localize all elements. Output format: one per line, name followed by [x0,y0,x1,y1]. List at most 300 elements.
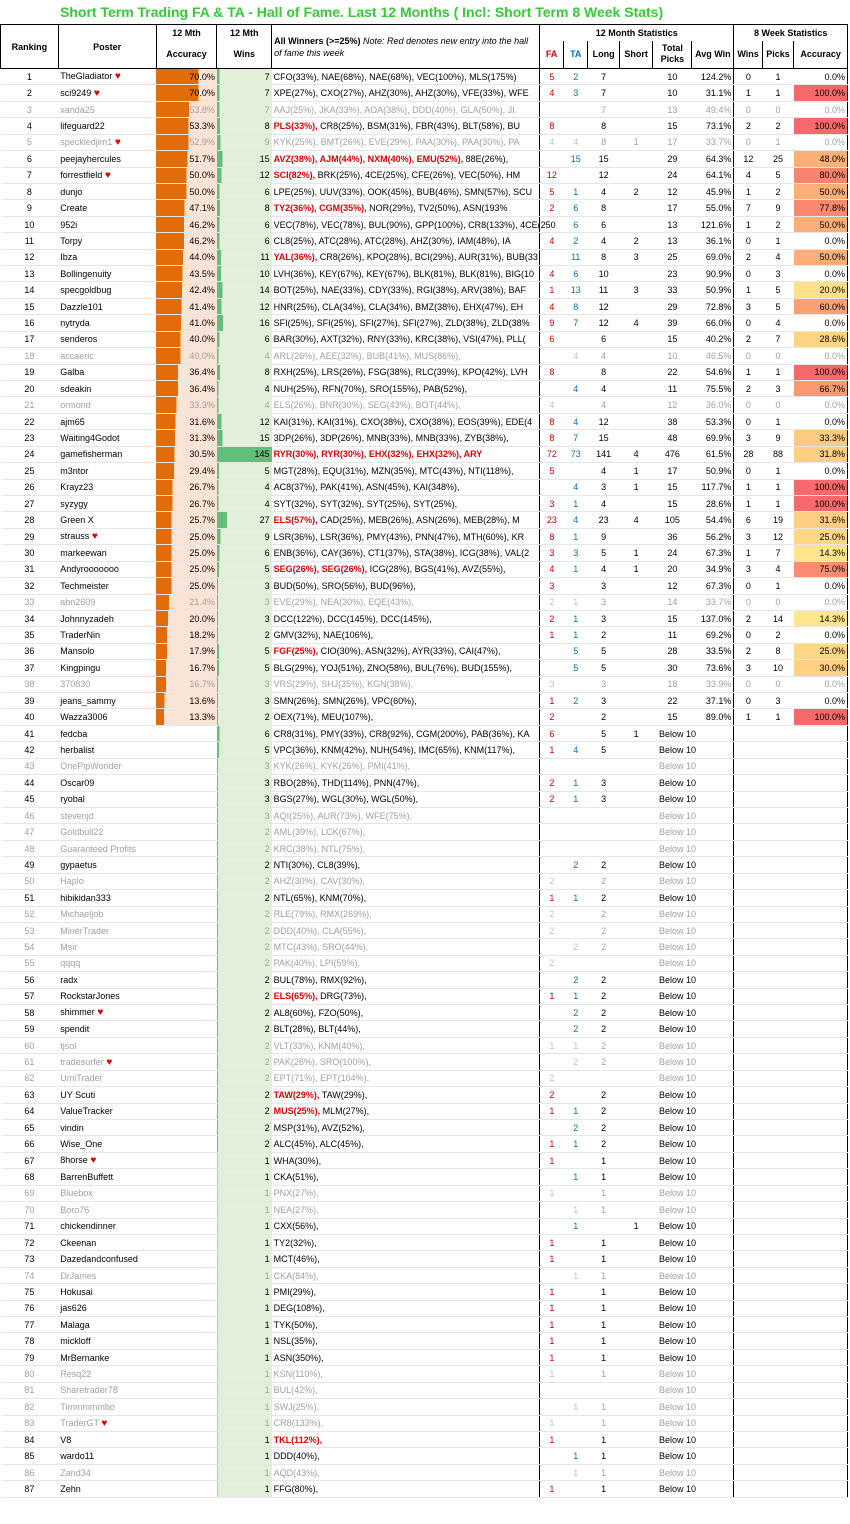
p8-cell: 4 [762,315,794,331]
total-picks-cell: 24 [653,545,692,561]
long-cell: 4 [588,233,620,249]
total-picks-cell: 15 [653,479,692,495]
table-row [1,824,848,840]
long-cell: 2 [588,1087,620,1103]
ta-cell: 2 [564,1021,588,1037]
winners-cell [272,463,540,479]
p8-cell: 14 [762,610,794,626]
w8-cell: 1 [734,183,762,199]
avg-win-cell [692,1152,734,1168]
p8-cell: 2 [762,627,794,643]
poster-cell [58,200,156,216]
rank-cell: 70 [1,1202,59,1218]
total-picks-cell: 20 [653,561,692,577]
winners-text: SWJ(25%), [273,1401,320,1412]
long-cell: 1 [588,1169,620,1185]
poster-cell [58,1399,156,1415]
new-entry-text: PLS(33%), [273,120,318,131]
wins-cell: 1 [217,1382,272,1398]
winners-text: KRC(38%), NTL(75%), [273,843,366,854]
w8-cell [734,922,762,938]
rank-cell: 2 [1,85,59,101]
total-picks-cell: 13 [653,101,692,117]
winners-cell [272,430,540,446]
table-row [1,660,848,676]
avg-win-cell: 50.9% [692,463,734,479]
short-cell [619,906,653,922]
long-cell: 1 [588,1152,620,1168]
table-row [1,151,848,167]
a8-cell [794,1366,848,1382]
winners-text: TAW(29%), [321,1089,368,1100]
a8-cell: 100.0% [794,479,848,495]
ta-cell [564,840,588,856]
rank-cell: 53 [1,922,59,938]
accuracy-cell [156,1218,217,1234]
a8-cell: 0.0% [794,348,848,364]
winners-text: CKA(51%), [273,1171,319,1182]
poster-name: fedcba [60,728,88,739]
poster-cell [58,709,156,725]
accuracy-cell [156,1136,217,1152]
table-row [1,85,848,101]
poster-cell [58,1037,156,1053]
rank-cell: 10 [1,216,59,232]
a8-cell [794,824,848,840]
ta-cell [564,1432,588,1448]
total-picks-cell: Below 10 [653,1005,692,1021]
poster-cell [58,610,156,626]
winners-cell [272,1136,540,1152]
rank-cell: 61 [1,1054,59,1070]
p8-cell: 2 [762,216,794,232]
rank-cell: 78 [1,1333,59,1349]
short-cell [619,594,653,610]
fa-cell: 1 [540,890,564,906]
rank-cell: 22 [1,413,59,429]
accuracy-cell: 51.7% [156,151,217,167]
w8-cell: 3 [734,298,762,314]
rank-cell: 43 [1,758,59,774]
winners-cell [272,1054,540,1070]
w8-cell: 2 [734,610,762,626]
accuracy-cell [156,1464,217,1480]
poster-name: Resq22 [60,1369,92,1380]
wins-cell: 12 [217,413,272,429]
short-cell [619,151,653,167]
poster-cell [58,807,156,823]
p8-cell [762,1087,794,1103]
long-cell: 8 [588,118,620,134]
accuracy-cell [156,1021,217,1037]
long-cell: 3 [588,791,620,807]
total-picks-cell: Below 10 [653,1152,692,1168]
w8-cell [734,1234,762,1250]
fa-cell [540,1054,564,1070]
fa-cell: 1 [540,1432,564,1448]
poster-name: gypaetus [60,859,97,870]
avg-win-cell [692,840,734,856]
w8-cell [734,1300,762,1316]
short-cell [619,758,653,774]
winners-cell [272,561,540,577]
short-cell [619,1300,653,1316]
short-cell [619,972,653,988]
p8-cell [762,1136,794,1152]
long-cell: 2 [588,857,620,873]
short-cell [619,1349,653,1365]
total-picks-cell: Below 10 [653,824,692,840]
fa-cell: 1 [540,1415,564,1431]
winners-cell [272,1481,540,1497]
winners-text: VRS(29%), SHJ(35%), KGN(38%), [273,679,414,690]
wins-cell: 2 [217,1005,272,1021]
accuracy-cell [156,824,217,840]
ta-cell: 3 [564,85,588,101]
poster-name: Boro76 [60,1204,90,1215]
a8-cell [794,1284,848,1300]
winners-cell [272,495,540,511]
long-cell: 8 [588,249,620,265]
poster-cell [58,1234,156,1250]
fa-cell: 5 [540,69,564,85]
wins-cell: 6 [217,331,272,347]
short-cell [619,1251,653,1267]
accuracy-cell: 36.4% [156,381,217,397]
accuracy-cell: 16.7% [156,676,217,692]
avg-win-cell [692,1399,734,1415]
winners-text: DCC(122%), DCC(145%), DCC(145%), [273,613,432,624]
table-row [1,857,848,873]
poster-cell [58,627,156,643]
poster-cell [58,890,156,906]
rank-cell: 67 [1,1152,59,1168]
long-cell: 6 [588,216,620,232]
w8-cell: 0 [734,315,762,331]
poster-name: Johnnyzadeh [60,613,114,624]
ta-cell: 2 [564,693,588,709]
ta-cell: 1 [564,1464,588,1480]
table-row [1,118,848,134]
winners-text: CAD(25%), MEB(26%), ASN(26%), MEB(28%), M [320,515,520,526]
accuracy-cell [156,1152,217,1168]
short-cell [619,1070,653,1086]
w8-cell [734,1267,762,1283]
wins-cell: 2 [217,627,272,643]
rank-cell: 13 [1,266,59,282]
short-cell [619,840,653,856]
total-picks-cell: Below 10 [653,1251,692,1267]
accuracy-cell [156,1251,217,1267]
ta-cell: 1 [564,1103,588,1119]
winners-cell [272,775,540,791]
w8-cell [734,1399,762,1415]
p8-cell [762,1366,794,1382]
poster-cell [58,578,156,594]
accuracy-cell [156,857,217,873]
rank-cell: 57 [1,988,59,1004]
col-long: Long [588,41,620,69]
ta-cell: 1 [564,495,588,511]
fa-cell [540,348,564,364]
accuracy-cell [156,873,217,889]
winners-text: MSP(31%), AVZ(52%), [273,1122,365,1133]
avg-win-cell [692,1251,734,1267]
p8-cell [762,890,794,906]
poster-name: Wise_One [60,1139,103,1150]
w8-cell: 0 [734,578,762,594]
poster-name: nytryda [60,318,90,329]
a8-cell [794,890,848,906]
poster-name: ryobal [60,794,85,805]
rank-cell: 48 [1,840,59,856]
p8-cell: 1 [762,233,794,249]
long-cell: 2 [588,1021,620,1037]
accuracy-cell: 43.5% [156,266,217,282]
table-row [1,69,848,85]
long-cell: 4 [588,561,620,577]
fa-cell [540,1399,564,1415]
p8-cell: 4 [762,249,794,265]
a8-cell [794,1448,848,1464]
winners-cell [272,1432,540,1448]
a8-cell [794,1234,848,1250]
fa-cell [540,857,564,873]
ta-cell: 1 [564,627,588,643]
accuracy-cell [156,1300,217,1316]
short-cell [619,1087,653,1103]
long-cell: 1 [588,1399,620,1415]
avg-win-cell: 124.2% [692,69,734,85]
ta-cell: 2 [564,939,588,955]
total-picks-cell: 39 [653,315,692,331]
rank-cell: 4 [1,118,59,134]
avg-win-cell [692,1005,734,1021]
rank-cell: 87 [1,1481,59,1497]
total-picks-cell: Below 10 [653,742,692,758]
a8-cell: 0.0% [794,233,848,249]
a8-cell [794,1464,848,1480]
poster-name: MrBernanke [60,1352,110,1363]
poster-name: ajm65 [60,416,85,427]
w8-cell: 2 [734,118,762,134]
accuracy-cell [156,906,217,922]
poster-name: TraderGT [60,1417,99,1428]
winners-text: HNR(25%), CLA(34%), CLA(34%), BMZ(38%), EHX(47%), EH [273,301,524,312]
accuracy-cell [156,939,217,955]
winners-cell [272,1448,540,1464]
table-row [1,282,848,298]
poster-name: BarrenBuffett [60,1171,114,1182]
p8-cell: 5 [762,282,794,298]
wins-cell: 8 [217,200,272,216]
heart-icon: ♥ [106,1056,113,1068]
total-picks-cell: 15 [653,495,692,511]
wins-cell: 2 [217,988,272,1004]
accuracy-cell [156,1415,217,1431]
p8-cell [762,807,794,823]
winners-text: PAK(40%), LPI(59%), [273,958,360,969]
total-picks-cell: 13 [653,233,692,249]
poster-name: Guaranteed Profits [60,843,136,854]
a8-cell [794,972,848,988]
total-picks-cell: Below 10 [653,922,692,938]
w8-cell: 1 [734,709,762,725]
winners-cell [272,594,540,610]
winners-text: DDD(40%), CLA(55%), [273,925,367,936]
poster-name: lifeguard22 [60,120,105,131]
avg-win-cell: 69.9% [692,430,734,446]
avg-win-cell: 90.9% [692,266,734,282]
ta-cell: 1 [564,1136,588,1152]
wins-cell: 6 [217,545,272,561]
w8-cell [734,1382,762,1398]
poster-name: gamefisherman [60,449,123,460]
avg-win-cell [692,939,734,955]
poster-cell [58,857,156,873]
avg-win-cell: 33.9% [692,676,734,692]
p8-cell [762,1382,794,1398]
w8-cell [734,1415,762,1431]
ta-cell: 1 [564,1037,588,1053]
w8-cell [734,775,762,791]
accuracy-cell [156,1399,217,1415]
long-cell: 12 [588,167,620,183]
table-row [1,1005,848,1021]
wins-cell: 2 [217,709,272,725]
fa-cell [540,381,564,397]
winners-text: ALC(45%), ALC(45%), [273,1139,364,1150]
short-cell: 4 [619,315,653,331]
avg-win-cell [692,873,734,889]
poster-cell [58,463,156,479]
ta-cell [564,1087,588,1103]
a8-cell: 0.0% [794,266,848,282]
winners-cell [272,1333,540,1349]
p8-cell: 1 [762,69,794,85]
accuracy-cell: 52.9% [156,134,217,150]
rank-cell: 56 [1,972,59,988]
poster-name: peejayhercules [60,153,121,164]
winners-text: CKA(84%), [273,1270,319,1281]
table-row [1,512,848,528]
p8-cell: 88 [762,446,794,462]
p8-cell [762,742,794,758]
short-cell: 1 [619,479,653,495]
wins-cell: 2 [217,857,272,873]
poster-cell [58,1152,156,1168]
w8-cell [734,939,762,955]
long-cell: 1 [588,1202,620,1218]
wins-cell: 3 [217,807,272,823]
short-cell [619,1005,653,1021]
rank-cell: 25 [1,463,59,479]
w8-cell [734,1169,762,1185]
winners-cell [272,1267,540,1283]
winners-cell [272,282,540,298]
w8-cell [734,807,762,823]
poster-cell [58,364,156,380]
long-cell: 1 [588,1349,620,1365]
avg-win-cell: 53.3% [692,413,734,429]
rank-cell: 71 [1,1218,59,1234]
ta-cell: 11 [564,249,588,265]
short-cell [619,824,653,840]
accuracy-cell [156,972,217,988]
accuracy-cell: 70.0% [156,85,217,101]
table-row [1,1021,848,1037]
accuracy-cell [156,1005,217,1021]
a8-cell [794,1037,848,1053]
short-cell [619,266,653,282]
short-cell [619,1103,653,1119]
poster-name: Hokusai [60,1286,93,1297]
wins-cell: 145 [217,446,272,462]
total-picks-cell: Below 10 [653,988,692,1004]
wins-cell: 4 [217,348,272,364]
avg-win-cell [692,742,734,758]
a8-cell: 14.3% [794,545,848,561]
poster-cell [58,1202,156,1218]
table-row [1,1349,848,1365]
a8-cell: 25.0% [794,528,848,544]
short-cell [619,85,653,101]
a8-cell [794,857,848,873]
a8-cell: 60.0% [794,298,848,314]
wins-cell: 2 [217,922,272,938]
poster-cell [58,1005,156,1021]
ta-cell [564,463,588,479]
long-cell: 6 [588,331,620,347]
total-picks-cell: Below 10 [653,775,692,791]
winners-cell [272,266,540,282]
winners-cell [272,1415,540,1431]
short-cell [619,397,653,413]
p8-cell [762,972,794,988]
winners-text: AQD(43%), [273,1467,320,1478]
fa-cell [540,824,564,840]
ta-cell: 1 [564,1448,588,1464]
rank-cell: 32 [1,578,59,594]
poster-name: Torpy [60,235,83,246]
poster-cell [58,101,156,117]
fa-cell: 1 [540,1152,564,1168]
rank-cell: 41 [1,725,59,741]
total-picks-cell: Below 10 [653,1432,692,1448]
avg-win-cell: 89.0% [692,709,734,725]
fa-cell: 1 [540,1317,564,1333]
winners-cell [272,69,540,85]
winners-cell [272,1103,540,1119]
poster-cell [58,1349,156,1365]
short-cell [619,709,653,725]
poster-name: Krayz23 [60,482,94,493]
poster-name: stevenjd [60,810,94,821]
short-cell [619,1448,653,1464]
winners-text: ARL(26%), AEE(32%), BUB(41%), MUS(86%), [273,350,461,361]
a8-cell [794,988,848,1004]
fa-cell [540,840,564,856]
winners-cell [272,807,540,823]
poster-name: abn2609 [60,597,96,608]
poster-cell [58,69,156,85]
total-picks-cell: Below 10 [653,1349,692,1365]
total-picks-cell: 22 [653,364,692,380]
winners-text: DEG(108%), [273,1303,325,1314]
w8-cell: 0 [734,463,762,479]
p8-cell [762,1432,794,1448]
poster-cell [58,512,156,528]
